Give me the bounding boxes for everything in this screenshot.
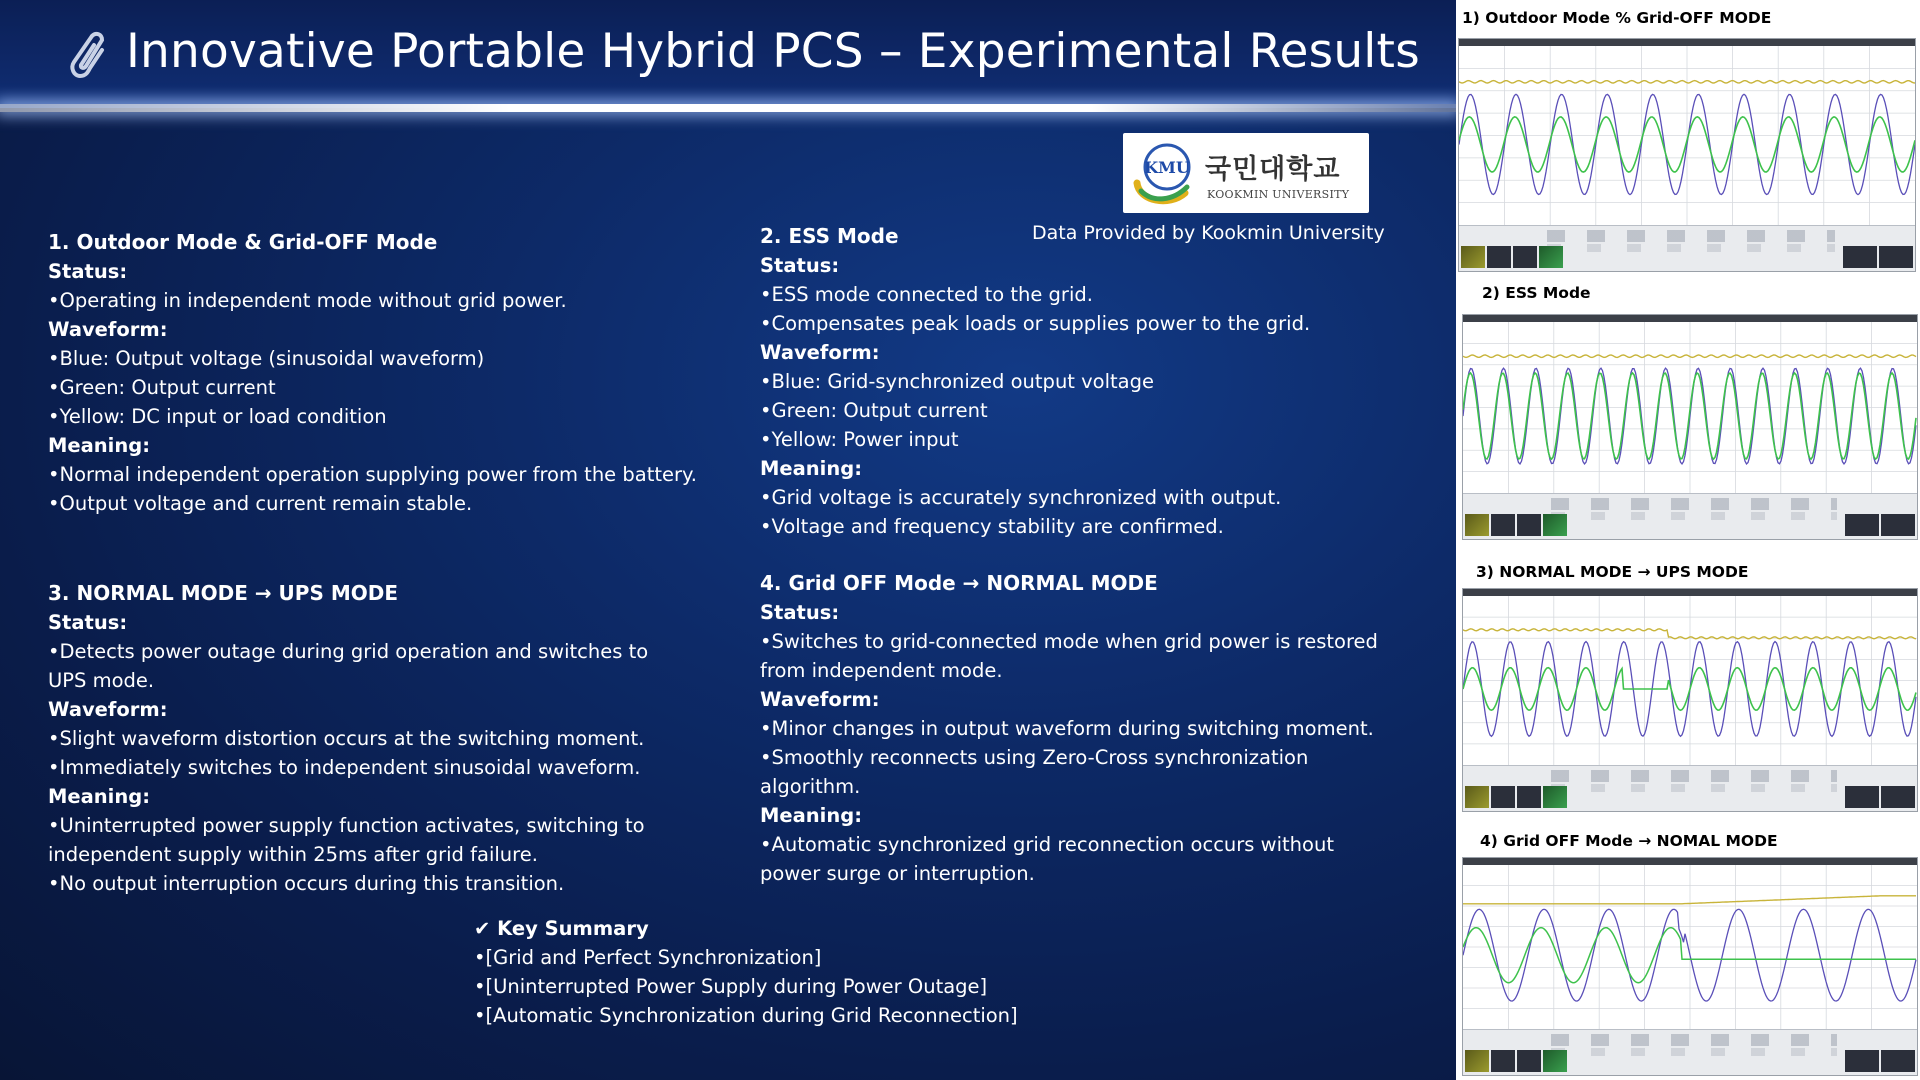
- measurement-columns: [1551, 1034, 1837, 1046]
- waveform-item: •Blue: Output voltage (sinusoidal waveform): [48, 347, 485, 370]
- yellow-trace: [1463, 355, 1916, 357]
- timebase-thumbnail: [1881, 1050, 1915, 1072]
- channel-thumbnail: [1491, 1050, 1515, 1072]
- scope-measurements: [1463, 1029, 1917, 1075]
- channel-thumbnails: [1465, 786, 1567, 808]
- section-normal-to-ups: [48, 579, 698, 898]
- scope-menubar: [1463, 858, 1917, 865]
- timebase-thumbnail: [1879, 246, 1913, 268]
- channel-thumbnails: [1465, 1050, 1567, 1072]
- timebase-thumbnails: [1843, 246, 1913, 268]
- meaning-item: •Normal independent operation supplying power from the battery.: [48, 463, 697, 486]
- university-logo: [1123, 133, 1369, 213]
- status-label: Status:: [760, 601, 840, 624]
- timebase-thumbnails: [1845, 1050, 1915, 1072]
- meaning-item: •Voltage and frequency stability are confirmed.: [760, 515, 1224, 538]
- svg-text:KMU: KMU: [1144, 158, 1190, 177]
- green-trace: [1463, 668, 1916, 711]
- timebase-thumbnail: [1845, 1050, 1879, 1072]
- summary-heading: ✔ Key Summary: [474, 917, 649, 940]
- measurement-columns: [1551, 498, 1837, 510]
- status-label: Status:: [760, 254, 840, 277]
- channel-thumbnail: [1513, 246, 1537, 268]
- summary-item: •[Grid and Perfect Synchronization]: [474, 946, 822, 969]
- channel-thumbnail: [1517, 786, 1541, 808]
- meaning-item: •Uninterrupted power supply function activates, switching to independent supply within 25ms after grid failure.: [48, 814, 645, 866]
- measurement-values: [1551, 784, 1837, 792]
- channel-thumbnail: [1461, 246, 1485, 268]
- waveform-label: Waveform:: [760, 341, 880, 364]
- logo-korean-text: 국민대학교: [1205, 154, 1341, 185]
- screenshot-title: 3) NORMAL MODE → UPS MODE: [1476, 563, 1749, 581]
- scope-menubar: [1463, 589, 1917, 596]
- yellow-trace: [1463, 896, 1916, 904]
- status-item: •ESS mode connected to the grid.: [760, 283, 1093, 306]
- section-heading: 1. Outdoor Mode & Grid-OFF Mode: [48, 230, 438, 254]
- waveform-item: •Slight waveform distortion occurs at the switching moment.: [48, 727, 645, 750]
- oscilloscope-screenshot-reconnect: [1462, 857, 1918, 1076]
- scope-plot: [1459, 46, 1915, 225]
- waveform-item: •Green: Output current: [48, 376, 276, 399]
- paperclip-icon: [62, 30, 106, 82]
- meaning-label: Meaning:: [760, 457, 862, 480]
- waveform-item: •Yellow: Power input: [760, 428, 959, 451]
- channel-thumbnail: [1465, 1050, 1489, 1072]
- measurement-values: [1547, 244, 1835, 252]
- oscilloscope-screenshot-ups: [1462, 588, 1918, 812]
- waveform-label: Waveform:: [760, 688, 880, 711]
- status-label: Status:: [48, 611, 128, 634]
- scope-plot: [1463, 865, 1917, 1029]
- channel-thumbnail: [1491, 514, 1515, 536]
- oscilloscope-screenshot-ess: [1462, 314, 1918, 540]
- section-heading: 2. ESS Mode: [760, 224, 899, 248]
- channel-thumbnail: [1543, 786, 1567, 808]
- meaning-item: •Output voltage and current remain stable.: [48, 492, 473, 515]
- timebase-thumbnail: [1881, 514, 1915, 536]
- title-underline: [0, 104, 1456, 112]
- section-heading: 3. NORMAL MODE → UPS MODE: [48, 581, 398, 605]
- meaning-item: •Automatic synchronized grid reconnection occurs without power surge or interruption.: [760, 833, 1334, 885]
- summary-item: •[Automatic Synchronization during Grid Reconnection]: [474, 1004, 1018, 1027]
- summary-item: •[Uninterrupted Power Supply during Power Outage]: [474, 975, 988, 998]
- channel-thumbnails: [1461, 246, 1563, 268]
- measurement-values: [1551, 1048, 1837, 1056]
- channel-thumbnail: [1465, 514, 1489, 536]
- channel-thumbnail: [1539, 246, 1563, 268]
- scope-plot: [1463, 322, 1917, 493]
- timebase-thumbnails: [1845, 786, 1915, 808]
- waveform-item: •Minor changes in output waveform during switching moment.: [760, 717, 1374, 740]
- section-grid-off-to-normal: [760, 569, 1400, 888]
- waveform-item: •Green: Output current: [760, 399, 988, 422]
- oscilloscope-screenshot-outdoor: [1458, 38, 1916, 272]
- screenshot-title: 2) ESS Mode: [1482, 284, 1591, 302]
- scope-menubar: [1463, 315, 1917, 322]
- channel-thumbnail: [1543, 514, 1567, 536]
- timebase-thumbnail: [1845, 514, 1879, 536]
- waveform-label: Waveform:: [48, 698, 168, 721]
- meaning-item: •Grid voltage is accurately synchronized with output.: [760, 486, 1282, 509]
- waveform-label: Waveform:: [48, 318, 168, 341]
- status-item: •Compensates peak loads or supplies power to the grid.: [760, 312, 1311, 335]
- timebase-thumbnail: [1881, 786, 1915, 808]
- measurement-columns: [1551, 770, 1837, 782]
- meaning-label: Meaning:: [48, 434, 150, 457]
- section-outdoor-mode: [48, 228, 728, 518]
- screenshot-title: 4) Grid OFF Mode → NOMAL MODE: [1480, 832, 1778, 850]
- oscilloscope-panel: [1456, 0, 1920, 1080]
- scope-plot: [1463, 596, 1917, 765]
- status-item: •Detects power outage during grid operation and switches to UPS mode.: [48, 640, 649, 692]
- scope-menubar: [1459, 39, 1915, 46]
- scope-measurements: [1463, 765, 1917, 811]
- blue-trace: [1463, 909, 1916, 1001]
- timebase-thumbnail: [1845, 786, 1879, 808]
- logo-english-text: KOOKMIN UNIVERSITY: [1207, 188, 1350, 201]
- measurement-columns: [1547, 230, 1835, 242]
- channel-thumbnails: [1465, 514, 1567, 536]
- timebase-thumbnails: [1845, 514, 1915, 536]
- scope-measurements: [1463, 493, 1917, 539]
- section-heading: 4. Grid OFF Mode → NORMAL MODE: [760, 571, 1158, 595]
- waveform-item: •Blue: Grid-synchronized output voltage: [760, 370, 1154, 393]
- channel-thumbnail: [1517, 1050, 1541, 1072]
- yellow-trace: [1463, 629, 1916, 639]
- timebase-thumbnail: [1843, 246, 1877, 268]
- waveform-item: •Smoothly reconnects using Zero-Cross synchronization algorithm.: [760, 746, 1309, 798]
- section-ess-mode: [760, 222, 1400, 541]
- channel-thumbnail: [1543, 1050, 1567, 1072]
- meaning-label: Meaning:: [48, 785, 150, 808]
- status-label: Status:: [48, 260, 128, 283]
- waveform-item: •Immediately switches to independent sinusoidal waveform.: [48, 756, 641, 779]
- meaning-item: •No output interruption occurs during this transition.: [48, 872, 565, 895]
- measurement-values: [1551, 512, 1837, 520]
- channel-thumbnail: [1487, 246, 1511, 268]
- channel-thumbnail: [1465, 786, 1489, 808]
- kmu-emblem-icon: [1129, 139, 1203, 207]
- screenshot-title: 1) Outdoor Mode % Grid-OFF MODE: [1462, 9, 1772, 27]
- status-item: •Operating in independent mode without grid power.: [48, 289, 567, 312]
- data-source-note: Data Provided by Kookmin University: [1032, 222, 1385, 244]
- status-item: •Switches to grid-connected mode when grid power is restored from independent mode.: [760, 630, 1378, 682]
- scope-measurements: [1459, 225, 1915, 271]
- waveform-item: •Yellow: DC input or load condition: [48, 405, 387, 428]
- channel-thumbnail: [1491, 786, 1515, 808]
- key-summary: [474, 914, 1018, 1030]
- channel-thumbnail: [1517, 514, 1541, 536]
- meaning-label: Meaning:: [760, 804, 862, 827]
- page-title: Innovative Portable Hybrid PCS – Experimental Results: [126, 24, 1420, 79]
